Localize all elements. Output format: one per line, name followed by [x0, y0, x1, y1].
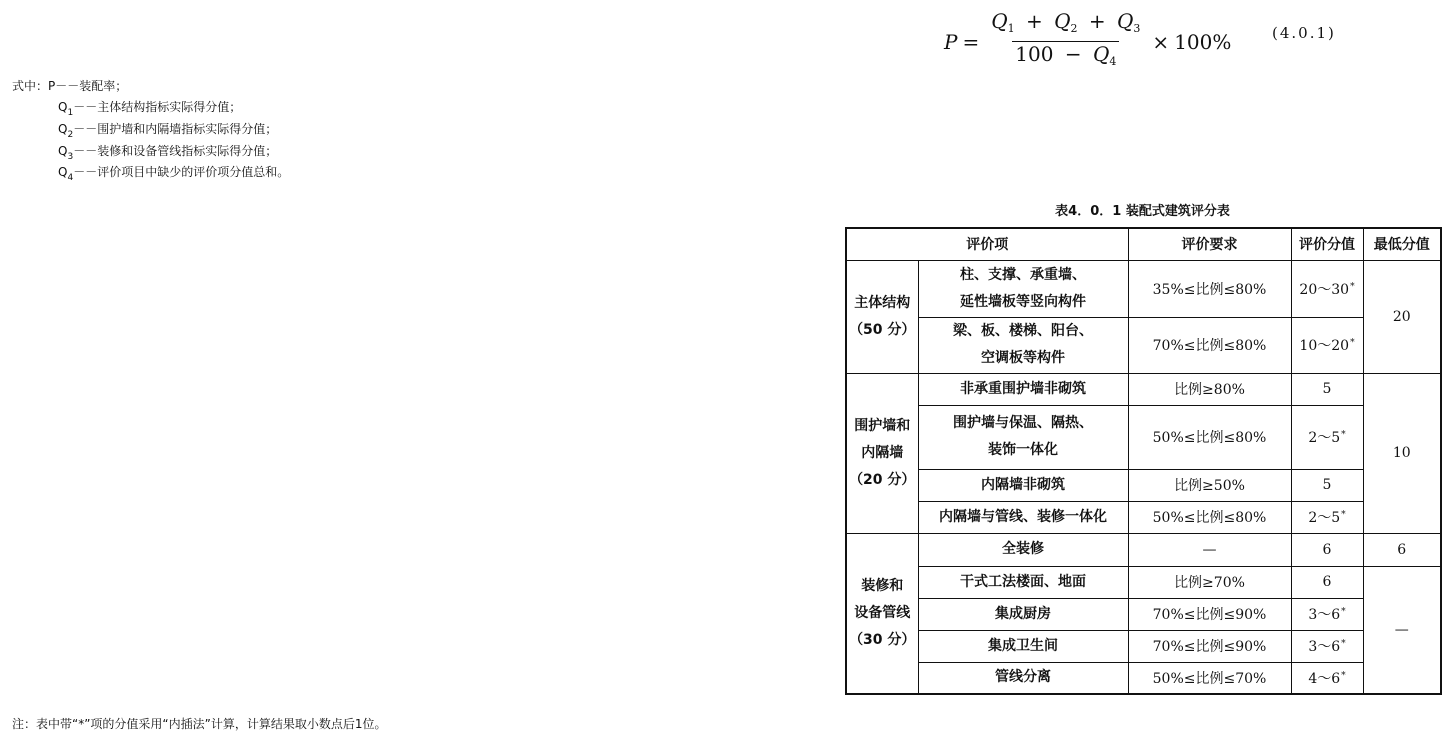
assembly-score-table — [845, 227, 1442, 695]
requirement-cell: 70%≤比例≤90% — [1128, 630, 1291, 662]
table-row — [846, 405, 1441, 469]
score-cell: 5 — [1291, 373, 1363, 405]
header-score: 评价分值 — [1291, 228, 1363, 260]
requirement-cell: 70%≤比例≤80% — [1128, 317, 1291, 373]
item-cell: 梁、板、楼梯、阳台、 空调板等构件 — [918, 317, 1128, 373]
item-cell: 内隔墙非砌筑 — [918, 469, 1128, 501]
table-row — [846, 317, 1441, 373]
item-cell: 围护墙与保温、隔热、 装饰一体化 — [918, 405, 1128, 469]
requirement-cell: — — [1128, 533, 1291, 566]
formula-fraction — [988, 10, 1143, 73]
table-row — [846, 630, 1441, 662]
formula-equals: = — [962, 29, 980, 54]
min-score-cell: 10 — [1363, 373, 1441, 533]
table-header-row — [846, 228, 1441, 260]
definition-q1: $Q_1--$主体结构指标实际得分值； — [58, 100, 242, 118]
header-item: 评价项 — [846, 228, 1128, 260]
item-cell: 集成厨房 — [918, 598, 1128, 630]
definition-p: 式中：P－－装配率； — [12, 79, 128, 93]
score-cell: 20～30* — [1291, 260, 1363, 317]
assembly-rate-formula — [944, 10, 1231, 73]
table-row — [846, 469, 1441, 501]
requirement-cell: 70%≤比例≤90% — [1128, 598, 1291, 630]
score-cell: 6 — [1291, 533, 1363, 566]
definition-q3: $Q_3--$装修和设备管线指标实际得分值； — [58, 144, 278, 162]
table-row — [846, 598, 1441, 630]
requirement-cell: 50%≤比例≤80% — [1128, 405, 1291, 469]
requirement-cell: 50%≤比例≤70% — [1128, 662, 1291, 694]
definition-q4: $Q_4--$评价项目中缺少的评价项分值总和。 — [58, 165, 290, 183]
requirement-cell: 50%≤比例≤80% — [1128, 501, 1291, 533]
table-row — [846, 566, 1441, 598]
header-requirement: 评价要求 — [1128, 228, 1291, 260]
item-cell: 内隔墙与管线、装修一体化 — [918, 501, 1128, 533]
min-score-cell: 6 — [1363, 533, 1441, 566]
table-row — [846, 533, 1441, 566]
score-cell: 5 — [1291, 469, 1363, 501]
group-label-decoration-pipelines: 装修和 设备管线 （30 分） — [846, 533, 918, 694]
score-cell: 2～5* — [1291, 501, 1363, 533]
requirement-cell: 比例≥50% — [1128, 469, 1291, 501]
formula-times: × — [1152, 29, 1170, 54]
group-label-main-structure: 主体结构 （50 分） — [846, 260, 918, 373]
formula-percent: 100% — [1174, 29, 1232, 54]
min-score-cell: — — [1363, 566, 1441, 694]
requirement-cell: 比例≥70% — [1128, 566, 1291, 598]
table-row — [846, 662, 1441, 694]
table-row — [846, 373, 1441, 405]
score-cell: 2～5* — [1291, 405, 1363, 469]
score-cell: 6 — [1291, 566, 1363, 598]
equation-number: (4.0.1) — [1272, 24, 1336, 42]
table-title: 表4．0．1 装配式建筑评分表 — [1055, 204, 1230, 219]
table-note: 注：表中带“*”项的分值采用“内插法”计算，计算结果取小数点后1位。 — [12, 717, 387, 731]
item-cell: 非承重围护墙非砌筑 — [918, 373, 1128, 405]
item-cell: 全装修 — [918, 533, 1128, 566]
score-cell: 10～20* — [1291, 317, 1363, 373]
item-cell: 干式工法楼面、地面 — [918, 566, 1128, 598]
min-score-cell: 20 — [1363, 260, 1441, 373]
formula-denominator: $100 - Q_4$ — [1012, 41, 1119, 73]
item-cell: 集成卫生间 — [918, 630, 1128, 662]
score-cell: 3～6* — [1291, 630, 1363, 662]
item-cell: 管线分离 — [918, 662, 1128, 694]
header-min-score: 最低分值 — [1363, 228, 1441, 260]
score-cell: 4～6* — [1291, 662, 1363, 694]
table-row — [846, 501, 1441, 533]
formula-lhs: P — [944, 29, 958, 54]
item-cell: 柱、支撑、承重墙、 延性墙板等竖向构件 — [918, 260, 1128, 317]
definition-q2: $Q_2--$围护墙和内隔墙指标实际得分值； — [58, 122, 278, 140]
group-label-walls: 围护墙和 内隔墙 （20 分） — [846, 373, 918, 533]
requirement-cell: 35%≤比例≤80% — [1128, 260, 1291, 317]
table-row — [846, 260, 1441, 317]
requirement-cell: 比例≥80% — [1128, 373, 1291, 405]
formula-numerator: $Q_1 + Q_2 + Q_3$ — [991, 9, 1141, 35]
score-cell: 3～6* — [1291, 598, 1363, 630]
